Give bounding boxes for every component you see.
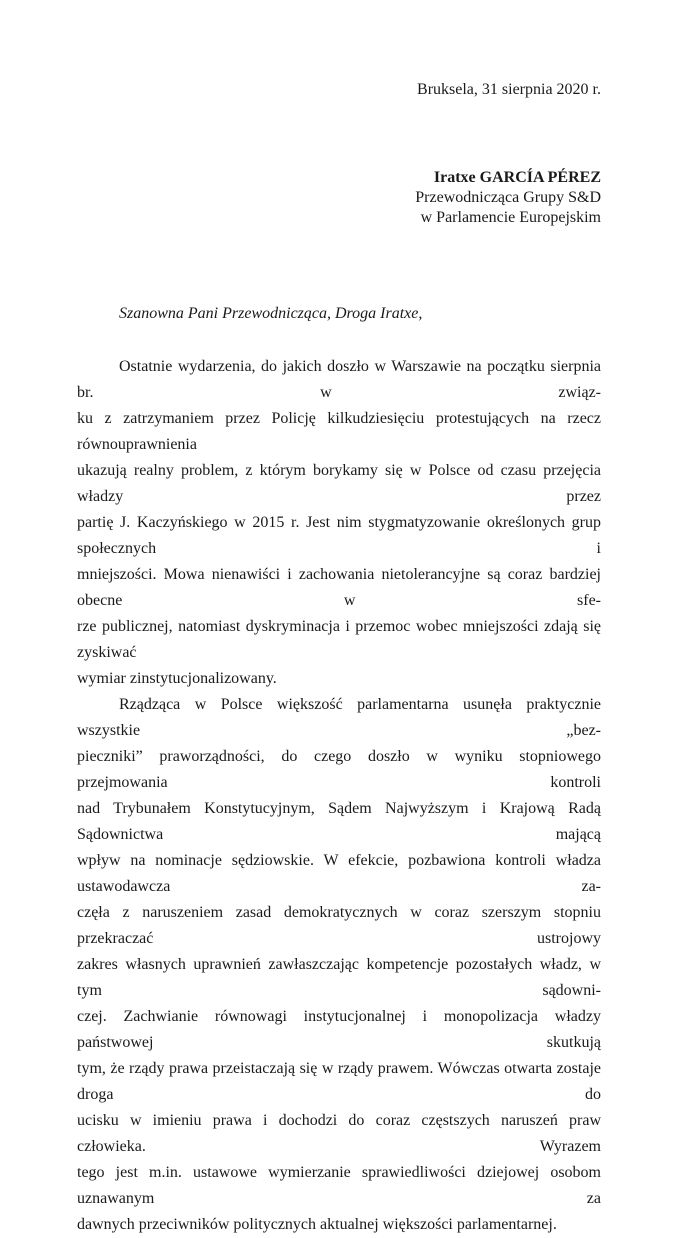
date-line: Bruksela, 31 sierpnia 2020 r. — [417, 81, 601, 98]
paragraph-line: rze publicznej, natomiast dyskryminacja i przemoc wobec mniejszości zdają się zyskiwać — [77, 618, 601, 661]
paragraph-line: Ostatnie wydarzenia, do jakich doszło w Warszawie na początku sierpnia br. w związ- — [77, 358, 601, 401]
paragraph-line: ku z zatrzymaniem przez Policję kilkudziesięciu protestujących na rzecz równouprawnienia — [77, 410, 601, 453]
letter-body — [77, 354, 601, 1238]
paragraph-line: mniejszości. Mowa nienawiści i zachowania nietolerancyjne są coraz bardziej obecne w sfe- — [77, 566, 601, 609]
paragraph-1 — [77, 354, 601, 692]
salutation: Szanowna Pani Przewodnicząca, Droga Iratxe, — [119, 305, 423, 322]
paragraph-line: nad Trybunałem Konstytucyjnym, Sądem Najwyższym i Krajową Radą Sądownictwa mającą — [77, 800, 601, 843]
paragraph-line: tym, że rządy prawa przeistaczają się w rządy prawem. Wówczas otwarta zostaje droga do — [77, 1060, 601, 1103]
paragraph-line: ukazują realny problem, z którym borykamy się w Polsce od czasu przejęcia władzy przez — [77, 462, 601, 505]
recipient-block — [77, 168, 601, 228]
paragraph-line: tego jest m.in. ustawowe wymierzanie sprawiedliwości dziejowej osobom uznawanym za — [77, 1164, 601, 1207]
paragraph-line: zakres własnych uprawnień zawłaszczając kompetencje pozostałych władz, w tym sądowni- — [77, 956, 601, 999]
paragraph-line: pieczniki” praworządności, do czego doszło w wyniku stopniowego przejmowania kontroli — [77, 748, 601, 791]
paragraph-line: Rządząca w Polsce większość parlamentarna usunęła praktycznie wszystkie „bez- — [77, 696, 601, 739]
paragraph-line: partię J. Kaczyńskiego w 2015 r. Jest nim stygmatyzowanie określonych grup społecznych i — [77, 514, 601, 557]
paragraph-line: częła z naruszeniem zasad demokratycznych w coraz szerszym stopniu przekraczać ustrojowy — [77, 904, 601, 947]
paragraph-line: dawnych przeciwników politycznych aktualnej większości parlamentarnej. — [77, 1216, 557, 1233]
paragraph-line: czej. Zachwianie równowagi instytucjonalnej i monopolizacja władzy państwowej skutkują — [77, 1008, 601, 1051]
paragraph-line: wpływ na nominacje sędziowskie. W efekcie, pozbawiona kontroli władza ustawodawcza za- — [77, 852, 601, 895]
recipient-organization: w Parlamencie Europejskim — [420, 209, 601, 226]
paragraph-line: wymiar zinstytucjonalizowany. — [77, 670, 277, 687]
paragraph-line: ucisku w imieniu prawa i dochodzi do coraz częstszych naruszeń praw człowieka. Wyrazem — [77, 1112, 601, 1155]
recipient-role: Przewodnicząca Grupy S&D — [415, 189, 601, 206]
recipient-name: Iratxe GARCÍA PÉREZ — [433, 169, 601, 186]
paragraph-2 — [77, 692, 601, 1238]
